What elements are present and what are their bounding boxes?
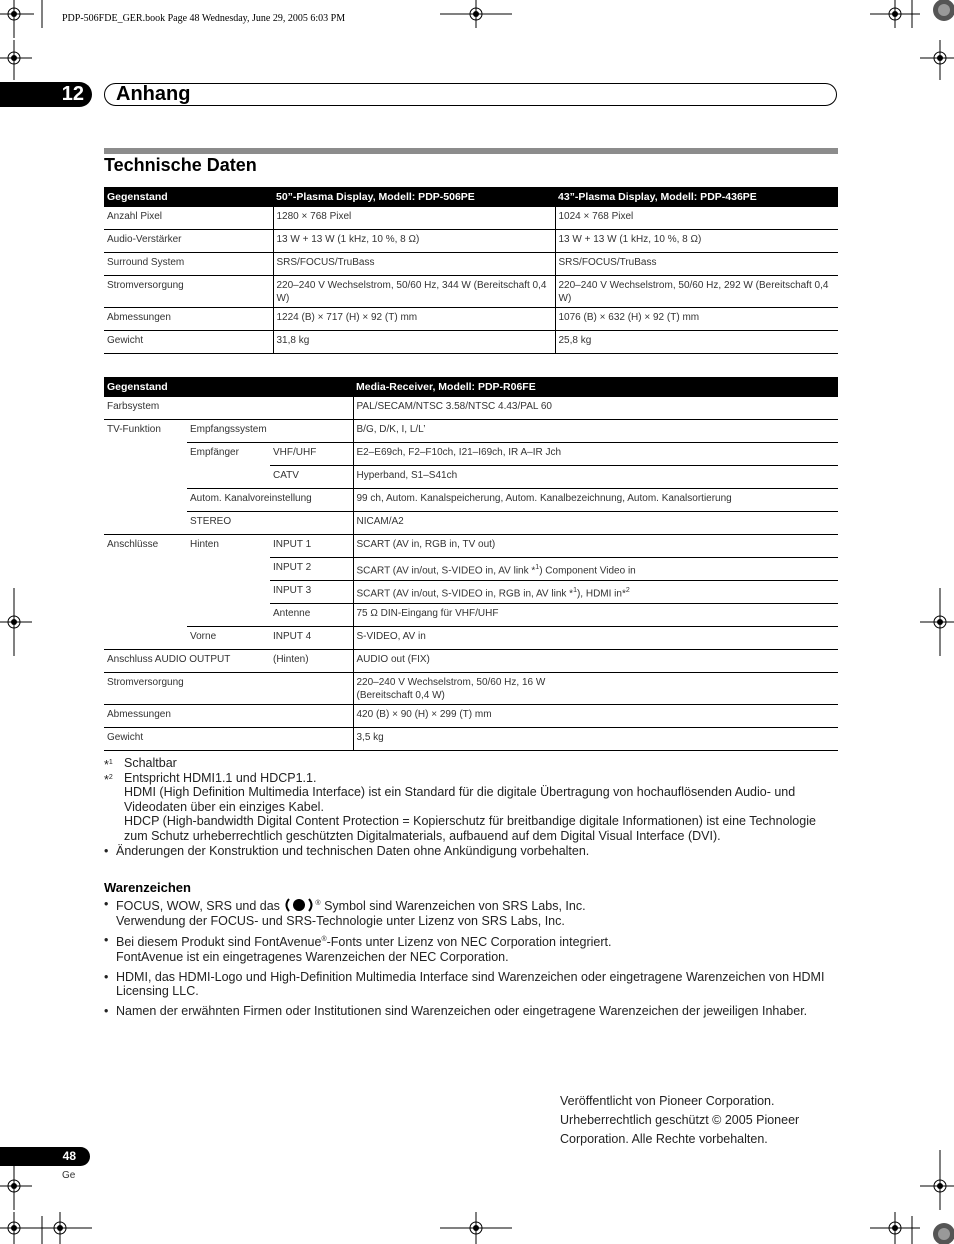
footnotes [104,756,838,858]
table-cell: 220–240 V Wechselstrom, 50/60 Hz, 344 W (Bereitschaft 0,4 W) [273,276,555,308]
table-cell: Empfangssystem [187,420,353,443]
table-cell: 1024 × 768 Pixel [555,207,838,230]
table-cell: Antenne [270,604,353,627]
cell-text: SCART (AV in/out, S-VIDEO in, AV link * [356,565,536,577]
trademark-text: Verwendung der FOCUS- und SRS-Technologie unter Lizenz von SRS Labs, Inc. [116,913,565,928]
cell-text: SCART (AV in/out, S-VIDEO in, RGB in, AV link * [356,588,574,600]
srs-logo-icon [283,898,315,912]
table-cell: Abmessungen [104,705,353,728]
table-cell: INPUT 4 [270,627,353,650]
trademark-text: Symbol sind Warenzeichen von SRS Labs, Inc. [324,899,586,914]
footnote-1 [104,756,838,771]
trademarks-heading: Warenzeichen [104,880,191,895]
table-cell: SRS/FOCUS/TruBass [555,253,838,276]
chapter-title: Anhang [116,83,191,105]
cell-text: 220–240 V Wechselstrom, 50/60 Hz, 16 W [356,677,546,688]
table-cell [353,673,838,705]
cell-text: ) Component Video in [539,565,636,577]
table-cell: 13 W + 13 W (1 kHz, 10 %, 8 Ω) [555,230,838,253]
table-cell: 31,8 kg [273,331,555,354]
footnote-number: 1 [108,759,113,766]
table-cell [353,581,838,604]
table-header-cell: 43”-Plasma Display, Modell: PDP-436PE [555,187,838,207]
trademark-text: -Fonts unter Lizenz von NEC Corporation integriert. [326,935,612,950]
cell-text: ), HDMI in* [576,588,626,600]
table-row [104,627,838,650]
table-cell: 420 (B) × 90 (H) × 299 (T) mm [353,705,838,728]
section-title: Technische Daten [104,155,257,175]
table-cell: 220–240 V Wechselstrom, 50/60 Hz, 292 W (Bereitschaft 0,4 W) [555,276,838,308]
table-cell: Stromversorgung [104,276,273,308]
section-divider [104,148,838,154]
table-row [104,420,838,443]
trademark-names: • Namen der erwähnten Firmen oder Institutionen sind Warenzeichen oder eingetragene Warenzeichen der jeweiligen Inhaber. [104,1004,838,1019]
footnote-hdcp: HDCP (High-bandwidth Digital Content Protection = Kopierschutz für breitbandige digitale Informationen) ist eine Technologie zum Schutz urheberrechtlich geschützten Digitalmaterials, aufbauend auf dem Digital Visual Interface (DVI). [124,814,816,843]
table-row [104,535,838,558]
table-header-cell: Gegenstand [104,187,273,207]
table-cell: STEREO [187,512,353,535]
table-cell: SCART (AV in, RGB in, TV out) [353,535,838,558]
table-cell: Anschlüsse [104,535,187,650]
table-row [104,705,838,728]
table-cell: CATV [270,466,353,489]
table-header-cell: Media-Receiver, Modell: PDP-R06FE [353,377,838,397]
table-cell: 1076 (B) × 632 (H) × 92 (T) mm [555,308,838,331]
table-cell: 1280 × 768 Pixel [273,207,555,230]
table-cell: Audio-Verstärker [104,230,273,253]
table-row [104,207,838,230]
trademark-hdmi: • HDMI, das HDMI-Logo und High-Definition Multimedia Interface sind Warenzeichen oder eingetragene Warenzeichen von HDMI Licensing LLC. [104,970,838,999]
table-cell: Hyperband, S1–S41ch [353,466,838,489]
table-cell: TV-Funktion [104,420,187,535]
table-cell: NICAM/A2 [353,512,838,535]
table-header-row [104,187,838,207]
table-cell: VHF/UHF [270,443,353,466]
table-cell: 75 Ω DIN-Eingang für VHF/UHF [353,604,838,627]
table-row [104,397,838,420]
table-cell: 99 ch, Autom. Kanalspeicherung, Autom. Kanalbezeichnung, Autom. Kanalsortierung [353,489,838,512]
cell-text: (Bereitschaft 0,4 W) [356,690,445,701]
table-row [104,650,838,673]
language-code: Ge [62,1170,76,1181]
table-row [104,443,838,466]
table-header-cell: 50”-Plasma Display, Modell: PDP-506PE [273,187,555,207]
trademark-text: Bei diesem Produkt sind FontAvenue [116,935,322,950]
print-header: PDP-506FDE_GER.book Page 48 Wednesday, June 29, 2005 6:03 PM [62,13,346,24]
spec-table-receiver [104,377,838,751]
table-cell: AUDIO out (FIX) [353,650,838,673]
table-cell: Surround System [104,253,273,276]
footnote-star: * [104,772,109,787]
note-bullet: • Änderungen der Konstruktion und technischen Daten ohne Ankündigung vorbehalten. [104,844,838,859]
publisher-line: Veröffentlicht von Pioneer Corporation. [560,1094,775,1108]
table-row [104,673,838,705]
table-cell: Gewicht [104,331,273,354]
trademark-srs [104,897,838,928]
table-cell: SRS/FOCUS/TruBass [273,253,555,276]
footnote-text: Schaltbar [124,756,177,770]
table-cell: Autom. Kanalvoreinstellung [187,489,353,512]
table-header-cell: Gegenstand [104,377,353,397]
table-cell: Stromversorgung [104,673,353,705]
chapter-frame [104,83,837,106]
table-cell [353,558,838,581]
registered-mark: ® [321,936,327,944]
table-cell: (Hinten) [270,650,353,673]
publisher-line: Corporation. Alle Rechte vorbehalten. [560,1132,768,1146]
table-cell: Gewicht [104,728,353,751]
table-cell: Farbsystem [104,397,353,420]
trademark-fontavenue [104,933,838,964]
table-cell: E2–E69ch, F2–F10ch, I21–I69ch, IR A–IR Jch [353,443,838,466]
footnote-number: 2 [108,773,113,781]
footnote-ref: 2 [625,587,630,594]
trademark-text: FontAvenue ist ein eingetragenes Warenzeichen der NEC Corporation. [116,950,509,965]
footnote-ref: 1 [573,587,577,594]
trademark-text: FOCUS, WOW, SRS und das [116,899,280,914]
table-cell: Empfänger [187,443,270,489]
table-row [104,728,838,751]
table-cell: Hinten [187,535,270,627]
table-cell: B/G, D/K, I, L/L’ [353,420,838,443]
table-cell: 25,8 kg [555,331,838,354]
table-cell: 1224 (B) × 717 (H) × 92 (T) mm [273,308,555,331]
table-cell: INPUT 2 [270,558,353,581]
table-row [104,230,838,253]
publisher-line: Urheberrechtlich geschützt © 2005 Pioneer [560,1113,800,1127]
table-cell: Anzahl Pixel [104,207,273,230]
spec-table-displays [104,187,838,354]
trademarks-list [104,897,838,1023]
footnote-ref: 1 [535,564,540,571]
table-row [104,308,838,331]
table-header-row [104,377,838,397]
table-cell: 3,5 kg [353,728,838,751]
table-row [104,253,838,276]
table-cell: INPUT 3 [270,581,353,604]
table-row [104,512,838,535]
table-cell: INPUT 1 [270,535,353,558]
table-cell: 13 W + 13 W (1 kHz, 10 %, 8 Ω) [273,230,555,253]
footnote-2 [104,771,838,786]
footnote-star: * [104,758,109,773]
table-row [104,276,838,308]
registered-mark: ® [315,900,321,907]
footnote-text: Entspricht HDMI1.1 und HDCP1.1. [124,770,317,785]
table-cell: Vorne [187,627,270,650]
footnote-marker [104,771,113,788]
table-cell: Abmessungen [104,308,273,331]
page-number: 48 [0,1147,90,1166]
footnote-hdmi: HDMI (High Definition Multimedia Interface) ist ein Standard für die digitale Übertragung von hochauflösenden Audio- und Videodaten über ein einziges Kabel. [124,785,796,814]
table-cell: Anschluss AUDIO OUTPUT [104,650,270,673]
table-row [104,489,838,512]
table-row [104,331,838,354]
publisher-note [560,1092,830,1149]
table-cell: S-VIDEO, AV in [353,627,838,650]
table-cell: PAL/SECAM/NTSC 3.58/NTSC 4.43/PAL 60 [353,397,838,420]
chapter-number: 12 [0,82,92,107]
